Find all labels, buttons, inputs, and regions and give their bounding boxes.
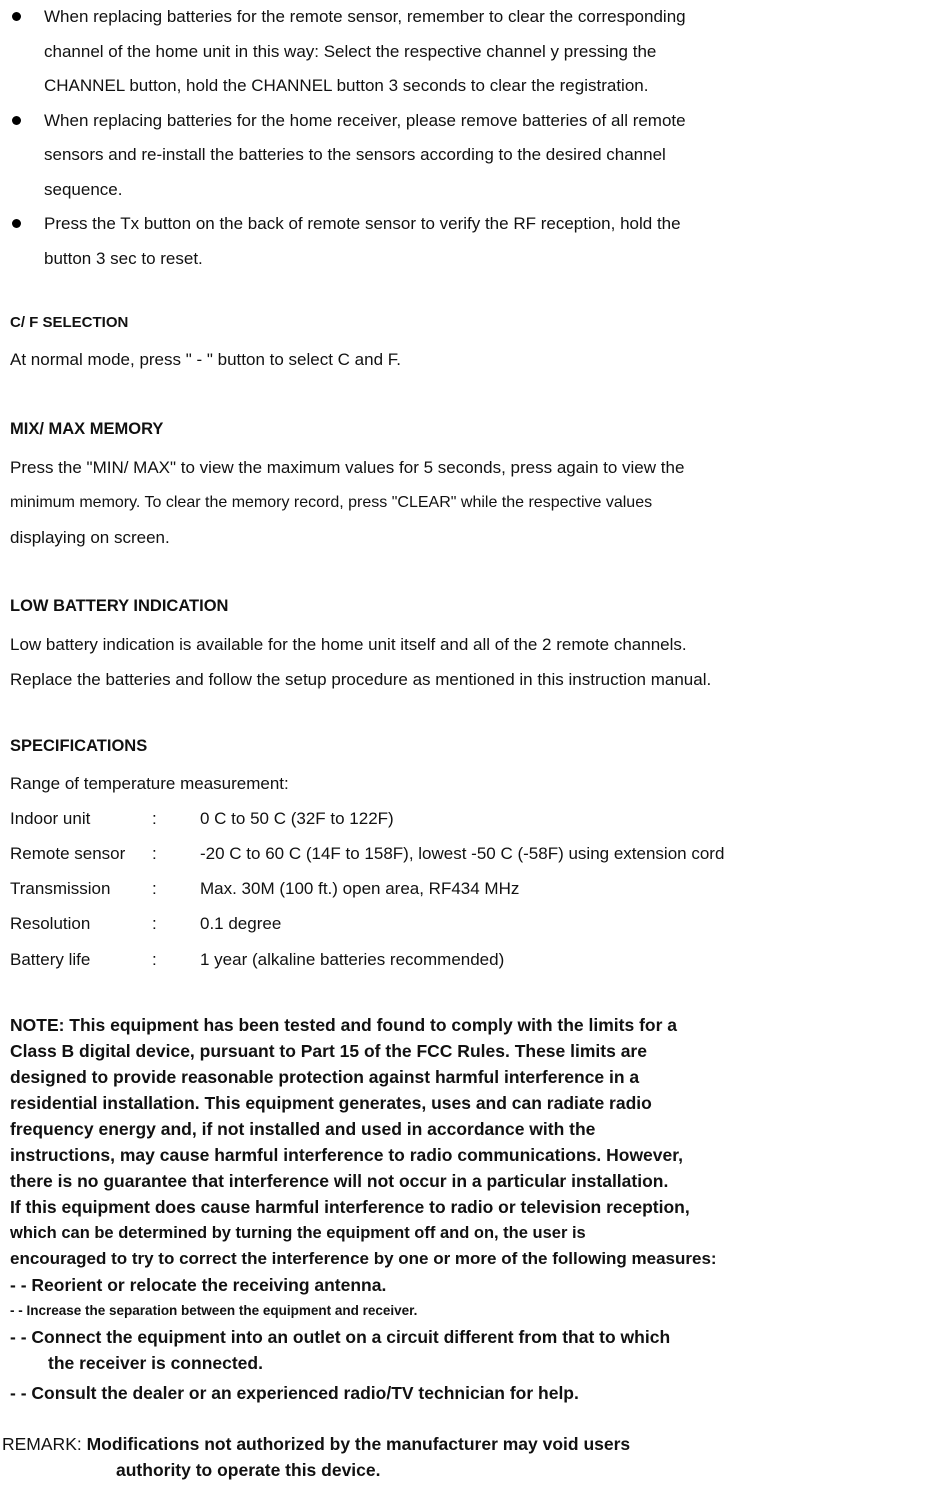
- minmax-heading: MIX/ MAX MEMORY: [10, 420, 164, 438]
- spec-label: Remote sensor: [10, 844, 126, 863]
- note-line: instructions, may cause harmful interference to radio communications. However,: [10, 1145, 683, 1165]
- specifications-intro: Range of temperature measurement:: [10, 774, 289, 793]
- bullet-line: sequence.: [44, 179, 123, 199]
- text-line: Replace the batteries and follow the setup procedure as mentioned in this instruction manual.: [10, 670, 712, 689]
- spec-label: Indoor unit: [10, 809, 91, 828]
- note-line: NOTE: This equipment has been tested and found to comply with the limits for a: [10, 1015, 677, 1035]
- list-item: [10, 0, 910, 104]
- spec-value: Max. 30M (100 ft.) open area, RF434 MHz: [200, 879, 520, 898]
- minmax-text: [10, 450, 910, 555]
- spec-row-indoor: [10, 809, 910, 833]
- note-line: If this equipment does cause harmful interference to radio or television reception,: [10, 1197, 690, 1217]
- spec-value: 0.1 degree: [200, 914, 282, 933]
- note-line: Class B digital device, pursuant to Part 15 of the FCC Rules. These limits are: [10, 1041, 647, 1061]
- bullet-line: channel of the home unit in this way: Select the respective channel y pressing the: [44, 41, 657, 61]
- remark: [2, 1431, 902, 1483]
- bullet-line: When replacing batteries for the home receiver, please remove batteries of all remote: [44, 110, 686, 130]
- bullet-icon: [12, 116, 21, 125]
- note-line: residential installation. This equipment generates, uses and can radiate radio: [10, 1093, 652, 1113]
- list-item: [10, 207, 910, 276]
- spec-row-transmission: [10, 879, 910, 903]
- spec-colon: :: [152, 950, 157, 969]
- cf-selection-heading: C/ F SELECTION: [10, 314, 129, 331]
- fcc-note: [10, 1012, 922, 1406]
- list-item: [10, 104, 910, 208]
- spec-colon: :: [152, 809, 157, 828]
- spec-label: Battery life: [10, 950, 91, 969]
- low-battery-text: [10, 627, 910, 697]
- measure-item: - - Reorient or relocate the receiving antenna.: [10, 1275, 387, 1295]
- bullet-line: When replacing batteries for the remote sensor, remember to clear the corresponding: [44, 7, 686, 26]
- measure-item: - - Increase the separation between the equipment and receiver.: [10, 1303, 418, 1318]
- text-line: Press the "MIN/ MAX" to view the maximum values for 5 seconds, press again to view the: [10, 458, 685, 477]
- cf-selection-text: At normal mode, press " - " button to select C and F.: [10, 350, 401, 369]
- note-line: frequency energy and, if not installed and used in accordance with the: [10, 1119, 596, 1139]
- remark-text-continuation: authority to operate this device.: [116, 1460, 381, 1480]
- spec-row-resolution: [10, 914, 910, 938]
- spec-colon: :: [152, 879, 157, 898]
- measure-item-continuation: the receiver is connected.: [48, 1353, 263, 1373]
- bullet-icon: [12, 12, 21, 21]
- low-battery-heading: LOW BATTERY INDICATION: [10, 597, 229, 615]
- note-line: which can be determined by turning the equipment off and on, the user is: [10, 1224, 586, 1242]
- bullet-line: button 3 sec to reset.: [44, 248, 203, 268]
- measure-item: - - Connect the equipment into an outlet on a circuit different from that to which: [10, 1327, 671, 1347]
- bullet-line: Press the Tx button on the back of remote sensor to verify the RF reception, hold the: [44, 214, 681, 233]
- text-line: minimum memory. To clear the memory record, press "CLEAR" while the respective values: [10, 494, 653, 511]
- battery-notes-list: [10, 0, 910, 276]
- specifications-heading: SPECIFICATIONS: [10, 737, 148, 755]
- spec-colon: :: [152, 844, 157, 863]
- spec-colon: :: [152, 914, 157, 933]
- spec-label: Resolution: [10, 914, 91, 933]
- bullet-line: sensors and re-install the batteries to the sensors according to the desired channel: [44, 145, 666, 164]
- note-line: encouraged to try to correct the interference by one or more of the following measures:: [10, 1249, 717, 1268]
- note-line: designed to provide reasonable protection against harmful interference in a: [10, 1067, 640, 1087]
- remark-label: REMARK:: [2, 1434, 82, 1454]
- text-line: Low battery indication is available for the home unit itself and all of the 2 remote channels.: [10, 635, 687, 654]
- spec-value: 0 C to 50 C (32F to 122F): [200, 809, 394, 828]
- note-line: there is no guarantee that interference will not occur in a particular installation.: [10, 1171, 669, 1191]
- measure-item: - - Consult the dealer or an experienced radio/TV technician for help.: [10, 1383, 579, 1403]
- remark-text: Modifications not authorized by the manufacturer may void users: [86, 1434, 631, 1454]
- spec-row-battery: [10, 950, 910, 974]
- spec-row-remote: [10, 844, 910, 868]
- bullet-line: CHANNEL button, hold the CHANNEL button 3 seconds to clear the registration.: [44, 76, 649, 95]
- text-line: displaying on screen.: [10, 528, 170, 547]
- bullet-icon: [12, 219, 21, 228]
- spec-value: 1 year (alkaline batteries recommended): [200, 950, 505, 969]
- spec-value: -20 C to 60 C (14F to 158F), lowest -50 C (-58F) using extension cord: [200, 844, 725, 863]
- spec-label: Transmission: [10, 879, 111, 898]
